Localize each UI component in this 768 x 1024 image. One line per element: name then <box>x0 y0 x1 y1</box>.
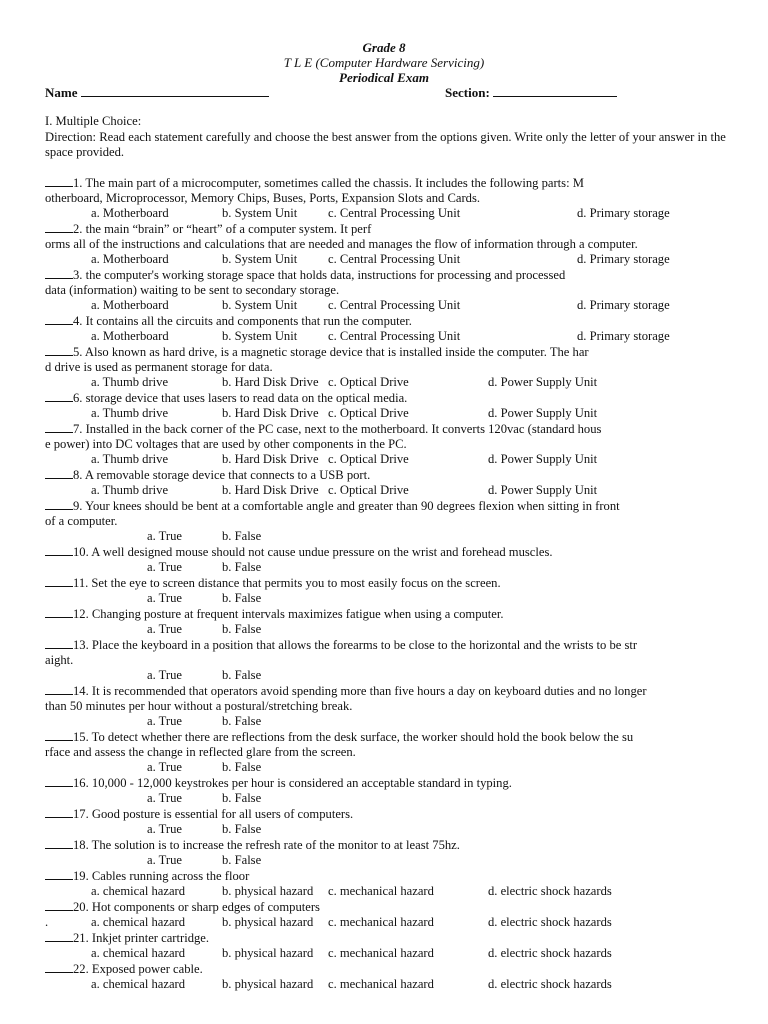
answer-options <box>45 591 735 606</box>
answer-option: b. False <box>222 622 262 636</box>
answer-option: b. Hard Disk Drive <box>222 406 319 420</box>
question-text <box>45 868 735 884</box>
question-line: 1. The main part of a microcomputer, sometimes called the chassis. It includes the following parts: M <box>73 176 584 190</box>
question-text <box>45 575 735 591</box>
question-text <box>45 313 735 329</box>
answer-option: a. True <box>147 853 182 867</box>
question-line: 4. It contains all the circuits and components that run the computer. <box>73 314 412 328</box>
name-field[interactable] <box>45 84 269 100</box>
answer-option: c. Central Processing Unit <box>328 298 461 312</box>
section-direction: Direction: Read each statement carefully and choose the best answer from the options given. Write only the letter of your answer in the space provided. <box>45 130 726 159</box>
section-title: I. Multiple Choice: <box>45 114 142 128</box>
section-blank[interactable] <box>493 84 617 97</box>
answer-option: c. Central Processing Unit <box>328 252 461 266</box>
answer-blank[interactable] <box>45 775 73 787</box>
question-line: 22. Exposed power cable. <box>73 962 203 976</box>
answer-options <box>45 884 735 899</box>
section-label: Section: <box>445 85 490 100</box>
question-text <box>45 344 735 360</box>
question-line: 11. Set the eye to screen distance that permits you to most easily focus on the screen. <box>73 576 501 590</box>
answer-option: b. Hard Disk Drive <box>222 452 319 466</box>
answer-option: c. mechanical hazard <box>328 977 434 991</box>
answer-blank[interactable] <box>45 467 73 479</box>
answer-option: a. True <box>147 714 182 728</box>
question-line: 21. Inkjet printer cartridge. <box>73 931 210 945</box>
answer-option: a. True <box>147 822 182 836</box>
answer-options <box>45 822 735 837</box>
answer-option: a. True <box>147 760 182 774</box>
answer-blank[interactable] <box>45 837 73 849</box>
question-text <box>45 175 735 191</box>
question-line: 12. Changing posture at frequent intervals maximizes fatigue when using a computer. <box>73 607 504 621</box>
question-item <box>45 683 735 729</box>
answer-blank[interactable] <box>45 267 73 279</box>
answer-option: d. Power Supply Unit <box>488 452 598 466</box>
answer-option: a. Thumb drive <box>91 452 169 466</box>
name-label: Name <box>45 85 78 100</box>
question-text <box>45 221 735 237</box>
question-item <box>45 175 735 221</box>
section-field[interactable] <box>445 84 617 100</box>
answer-option: b. False <box>222 853 262 867</box>
answer-option: a. chemical hazard <box>91 884 186 898</box>
answer-option: b. System Unit <box>222 298 298 312</box>
answer-option: a. chemical hazard <box>91 946 186 960</box>
question-line: 15. To detect whether there are reflections from the desk surface, the worker should hold the book below the su <box>73 730 634 744</box>
question-text <box>45 775 735 791</box>
question-line: 5. Also known as hard drive, is a magnetic storage device that is installed inside the computer. The har <box>73 345 589 359</box>
answer-option: b. physical hazard <box>222 884 314 898</box>
answer-option: b. System Unit <box>222 252 298 266</box>
answer-option: a. chemical hazard <box>91 977 186 991</box>
question-text <box>45 683 735 699</box>
question-line: 18. The solution is to increase the refresh rate of the monitor to at least 75hz. <box>73 838 460 852</box>
question-text-continued <box>45 653 735 668</box>
answer-blank[interactable] <box>45 806 73 818</box>
answer-option: a. True <box>147 529 182 543</box>
question-item <box>45 421 735 467</box>
question-text <box>45 267 735 283</box>
answer-blank[interactable] <box>45 683 73 695</box>
answer-blank[interactable] <box>45 868 73 880</box>
answer-option: b. False <box>222 668 262 682</box>
exam-heading: Periodical Exam <box>339 70 429 85</box>
question-text <box>45 729 735 745</box>
question-text-continued <box>45 237 735 252</box>
question-line: d drive is used as permanent storage for data. <box>45 360 273 374</box>
question-text <box>45 961 735 977</box>
question-line: orms all of the instructions and calculations that are needed and manages the flow of information through a computer. <box>45 237 638 251</box>
question-item <box>45 775 735 806</box>
answer-option: d. electric shock hazards <box>488 915 612 929</box>
question-text <box>45 467 735 483</box>
answer-option: a. True <box>147 560 182 574</box>
answer-options <box>45 668 735 683</box>
answer-option: b. Hard Disk Drive <box>222 375 319 389</box>
subject-heading: T L E (Computer Hardware Servicing) <box>283 55 485 70</box>
answer-blank[interactable] <box>45 899 73 911</box>
question-line: 20. Hot components or sharp edges of computers <box>73 900 320 914</box>
question-text <box>45 498 735 514</box>
question-text <box>45 806 735 822</box>
answer-option: d. Primary storage <box>577 329 670 343</box>
answer-option: d. electric shock hazards <box>488 884 612 898</box>
name-blank[interactable] <box>81 84 269 97</box>
answer-options <box>45 760 735 775</box>
answer-blank[interactable] <box>45 575 73 587</box>
grade-heading: Grade 8 <box>362 40 406 55</box>
answer-options <box>45 915 735 930</box>
answer-blank[interactable] <box>45 175 73 187</box>
answer-option: b. False <box>222 760 262 774</box>
question-line: 3. the computer's working storage space that holds data, instructions for processing and processed <box>73 268 566 282</box>
answer-option: d. Power Supply Unit <box>488 375 598 389</box>
question-text <box>45 606 735 622</box>
answer-blank[interactable] <box>45 606 73 618</box>
answer-blank[interactable] <box>45 313 73 325</box>
answer-blank[interactable] <box>45 498 73 510</box>
question-text-continued <box>45 745 735 760</box>
answer-options <box>45 329 735 344</box>
answer-option: c. Central Processing Unit <box>328 206 461 220</box>
question-text-continued <box>45 699 735 714</box>
answer-option: d. Primary storage <box>577 298 670 312</box>
answer-options <box>45 529 735 544</box>
answer-option: a. Thumb drive <box>91 375 169 389</box>
question-line: 7. Installed in the back corner of the PC case, next to the motherboard. It converts 120vac (standard hous <box>73 422 602 436</box>
question-line: 10. A well designed mouse should not cause undue pressure on the wrist and forehead muscles. <box>73 545 553 559</box>
question-line: 8. A removable storage device that connects to a USB port. <box>73 468 371 482</box>
question-text-continued <box>45 191 735 206</box>
answer-option: c. Central Processing Unit <box>328 329 461 343</box>
question-item <box>45 221 735 267</box>
answer-options <box>45 406 735 421</box>
answer-blank[interactable] <box>45 421 73 433</box>
answer-options <box>45 791 735 806</box>
answer-option: b. physical hazard <box>222 915 314 929</box>
question-line: rface and assess the change in reflected glare from the screen. <box>45 745 356 759</box>
question-item <box>45 930 735 961</box>
question-text <box>45 837 735 853</box>
answer-option: a. True <box>147 791 182 805</box>
answer-option: c. mechanical hazard <box>328 915 434 929</box>
question-line: 13. Place the keyboard in a position that allows the forearms to be close to the horizontal and the wrists to be str <box>73 638 638 652</box>
answer-option: c. Optical Drive <box>328 483 409 497</box>
answer-option: b. False <box>222 822 262 836</box>
answer-option: b. System Unit <box>222 206 298 220</box>
question-line: 16. 10,000 - 12,000 keystrokes per hour is considered an acceptable standard in typing. <box>73 776 512 790</box>
question-item <box>45 899 735 930</box>
answer-option: d. electric shock hazards <box>488 946 612 960</box>
answer-option: a. chemical hazard <box>91 915 186 929</box>
question-text-continued <box>45 514 735 529</box>
answer-option: b. False <box>222 560 262 574</box>
question-text <box>45 899 735 915</box>
answer-options <box>45 853 735 868</box>
answer-option: b. False <box>222 791 262 805</box>
question-line: aight. <box>45 653 74 667</box>
answer-options <box>45 714 735 729</box>
question-line: of a computer. <box>45 514 118 528</box>
question-list <box>45 175 735 992</box>
question-text <box>45 637 735 653</box>
answer-blank[interactable] <box>45 637 73 649</box>
answer-options <box>45 252 735 267</box>
question-item <box>45 837 735 868</box>
answer-option: a. True <box>147 591 182 605</box>
question-line: 2. the main “brain” or “heart” of a computer system. It perf <box>73 222 372 236</box>
answer-options <box>45 560 735 575</box>
question-item <box>45 390 735 421</box>
question-line: than 50 minutes per hour without a postural/stretching break. <box>45 699 353 713</box>
answer-option: d. Primary storage <box>577 206 670 220</box>
question-item <box>45 575 735 606</box>
question-item <box>45 498 735 544</box>
stray-dot: . <box>45 915 49 929</box>
question-item <box>45 868 735 899</box>
question-text <box>45 421 735 437</box>
question-line: otherboard, Microprocessor, Memory Chips, Buses, Ports, Expansion Slots and Cards. <box>45 191 480 205</box>
answer-option: d. Power Supply Unit <box>488 483 598 497</box>
answer-option: b. physical hazard <box>222 977 314 991</box>
answer-option: a. Motherboard <box>91 298 169 312</box>
question-item <box>45 544 735 575</box>
answer-option: c. Optical Drive <box>328 375 409 389</box>
answer-option: a. Motherboard <box>91 252 169 266</box>
answer-options <box>45 375 735 390</box>
answer-option: c. Optical Drive <box>328 406 409 420</box>
answer-options <box>45 452 735 467</box>
answer-option: a. True <box>147 622 182 636</box>
answer-options <box>45 298 735 313</box>
answer-options <box>45 206 735 221</box>
answer-option: b. Hard Disk Drive <box>222 483 319 497</box>
question-text <box>45 930 735 946</box>
question-text-continued <box>45 437 735 452</box>
answer-blank[interactable] <box>45 729 73 741</box>
answer-option: b. False <box>222 714 262 728</box>
question-text-continued <box>45 283 735 298</box>
answer-option: a. Motherboard <box>91 329 169 343</box>
answer-blank[interactable] <box>45 544 73 556</box>
answer-option: b. False <box>222 591 262 605</box>
answer-options <box>45 483 735 498</box>
question-item <box>45 467 735 498</box>
question-item <box>45 344 735 390</box>
question-line: 14. It is recommended that operators avoid spending more than five hours a day on keyboard duties and no longer <box>73 684 647 698</box>
question-item <box>45 606 735 637</box>
answer-option: d. Primary storage <box>577 252 670 266</box>
answer-option: b. physical hazard <box>222 946 314 960</box>
answer-options <box>45 977 735 992</box>
answer-option: a. True <box>147 668 182 682</box>
question-line: 17. Good posture is essential for all users of computers. <box>73 807 354 821</box>
answer-option: b. False <box>222 529 262 543</box>
answer-blank[interactable] <box>45 961 73 973</box>
answer-option: a. Motherboard <box>91 206 169 220</box>
question-line: 19. Cables running across the floor <box>73 869 250 883</box>
question-line: e power) into DC voltages that are used by other components in the PC. <box>45 437 407 451</box>
answer-options <box>45 622 735 637</box>
answer-option: b. System Unit <box>222 329 298 343</box>
answer-option: c. mechanical hazard <box>328 946 434 960</box>
question-item <box>45 313 735 344</box>
answer-options <box>45 946 735 961</box>
question-item <box>45 729 735 775</box>
question-item <box>45 637 735 683</box>
question-line: data (information) waiting to be sent to secondary storage. <box>45 283 340 297</box>
answer-option: d. electric shock hazards <box>488 977 612 991</box>
question-text-continued <box>45 360 735 375</box>
question-item <box>45 961 735 992</box>
question-item <box>45 806 735 837</box>
answer-option: d. Power Supply Unit <box>488 406 598 420</box>
answer-option: a. Thumb drive <box>91 406 169 420</box>
question-text <box>45 390 735 406</box>
answer-option: c. mechanical hazard <box>328 884 434 898</box>
question-item <box>45 267 735 313</box>
question-line: 6. storage device that uses lasers to read data on the optical media. <box>73 391 408 405</box>
question-line: 9. Your knees should be bent at a comfortable angle and greater than 90 degrees flexion when sitting in front <box>73 499 620 513</box>
answer-option: c. Optical Drive <box>328 452 409 466</box>
question-text <box>45 544 735 560</box>
answer-blank[interactable] <box>45 930 73 942</box>
answer-blank[interactable] <box>45 344 73 356</box>
answer-option: a. Thumb drive <box>91 483 169 497</box>
answer-blank[interactable] <box>45 390 73 402</box>
answer-blank[interactable] <box>45 221 73 233</box>
